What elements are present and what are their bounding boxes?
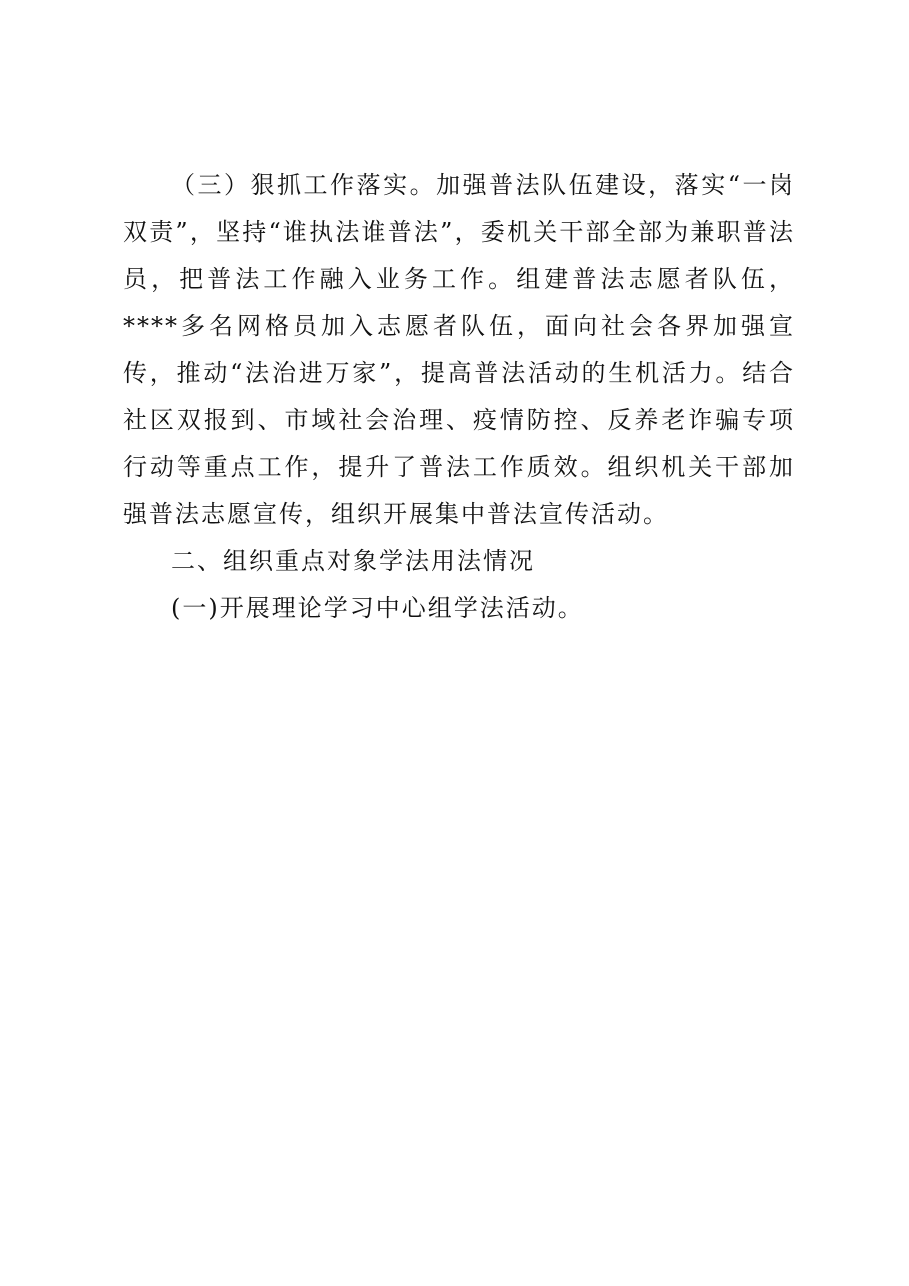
document-body [123,162,795,632]
paragraph-work-implementation: （三）狠抓工作落实。加强普法队伍建设，落实“一岗双责”，坚持“谁执法谁普法”，委机关干部全部为兼职普法员，把普法工作融入业务工作。组建普法志愿者队伍，****多名网格员加入志愿者队伍，面向社会各界加强宣传，推动“法治进万家”，提高普法活动的生机活力。结合社区双报到、市域社会治理、疫情防控、反养老诈骗专项行动等重点工作，提升了普法工作质效。组织机关干部加强普法志愿宣传，组织开展集中普法宣传活动。 [123,171,795,528]
subsection-heading: (一)开展理论学习中心组学法活动。 [171,594,584,622]
section-heading: 二、组织重点对象学法用法情况 [171,547,535,575]
